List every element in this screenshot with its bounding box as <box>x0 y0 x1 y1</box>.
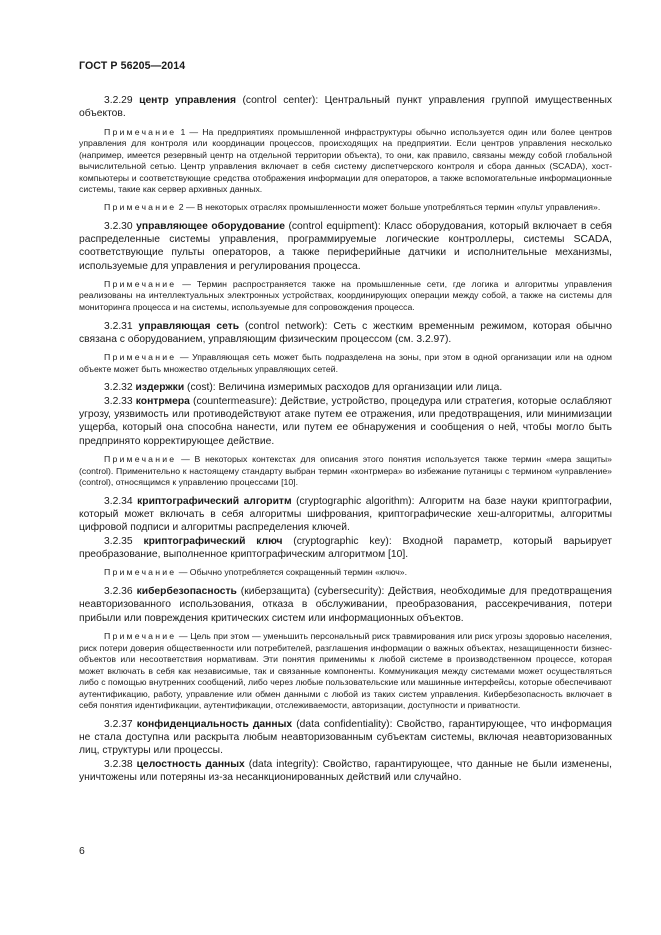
definition-3-2-29 <box>79 94 612 121</box>
entry-number: 3.2.34 <box>104 495 133 507</box>
note-3-2-36 <box>79 631 612 712</box>
entry-definition: (cryptographic key): Входной параметр, который варьирует преобразование, выполненное криптографическим алгоритмом [10]. <box>79 535 612 561</box>
definition-3-2-33 <box>79 395 612 448</box>
entry-definition: (киберзащита) (cybersecurity): Действия, необходимые для предотвращения неавторизованного использования, отказа в обслуживании, преобразования, рассекречивания, потери прибыли или повреждения критических систем или информационных объектов. <box>79 585 612 624</box>
definition-3-2-35 <box>79 535 612 562</box>
note-label: Примечание <box>104 352 177 363</box>
note-label: Примечание <box>104 126 177 137</box>
entry-term: управляющее оборудование <box>136 220 285 232</box>
definition-3-2-30 <box>79 220 612 273</box>
note-text: — В некоторых отраслях промышленности может больше употребляться термин «пульт управления». <box>183 201 601 212</box>
note-label: Примечание <box>104 630 177 641</box>
entry-number: 3.2.31 <box>104 320 133 332</box>
entry-number: 3.2.33 <box>104 395 133 407</box>
definition-3-2-32 <box>79 381 612 394</box>
entry-definition: (cost): Величина измеримых расходов для организации или лица. <box>184 382 503 394</box>
entry-definition: (countermeasure): Действие, устройство, процедура или стратегия, которые ослабляют угрозу, уязвимость или противодействуют атаке путем ее отражения, или предотвращения, или минимизации ущерба, который она способна нанести, или путем ее обнаружения и сообщения о ней, чтобы могло быть предпринято корректирующее действие. <box>79 395 612 447</box>
entry-term: конфиденциальность данных <box>136 718 293 730</box>
page-number: 6 <box>79 846 85 857</box>
entry-term: криптографический алгоритм <box>137 495 292 507</box>
entry-number: 3.2.35 <box>104 535 133 547</box>
note-text: — Обычно употребляется сокращенный термин «ключ». <box>176 567 408 578</box>
note-text: — В некоторых контекстах для описания этого понятия используется также термин «мера защиты» (control). Применительно к настоящему стандарту выбран термин «контрмера» во избежание путаницы с термином «управление» (control), относящимся к управлению процессами [10]. <box>79 454 612 488</box>
note-text: — Цель при этом — уменьшить персональный риск травмирования или риск угрозы здоровью населения, риск потери доверия общественности или потребителей, разглашения информации о важных объектах, незащищенности бизнес-объектов или несоответствия нормативам. Эти понятия применимы к любой системе в производственном процессе, которая может включать в себя как независимые, так и связанные компоненты. Коммуникация между системами может осуществляться либо с помощью внутренних сообщений, либо через любые пользовательские или машинные интерфейсы, которые обеспечивают аутентификацию, работу, управление или обмен данными с любой из таких систем управления. Кибербезопасность включает в себя понятия идентификации, аутентификации, отслеживаемости, авторизации, доступности и приватности. <box>79 630 612 711</box>
note-3-2-30 <box>79 279 612 314</box>
note-3-2-29-2 <box>79 202 612 214</box>
entry-definition: (control network): Сеть с жестким временным режимом, которая обычно связана с оборудованием, управляющим физическим процессом (см. 3.2.97). <box>79 320 612 345</box>
note-text: — Термин распространяется также на промышленные сети, где логика и алгоритмы управления реализованы на интеллектуальных электронных устройствах, координирующих операции между собой, а также на системы для мониторинга процесса и на системы, используемые для сопровождения процесса. <box>79 278 612 312</box>
page-content <box>79 94 612 785</box>
entry-number: 3.2.32 <box>104 382 133 394</box>
entry-definition: (control equipment): Класс оборудования, который включает в себя распределенные системы управления, программируемые логические контроллеры, системы SCADA, соответствующие пульты операторов, а также периферийные датчики и исполнительные механизмы, используемые для управления и регулирования процесса. <box>79 220 612 272</box>
note-label: Примечание <box>104 201 177 212</box>
entry-term: издержки <box>135 382 185 394</box>
entry-number: 3.2.36 <box>104 585 133 597</box>
note-3-2-31 <box>79 352 612 375</box>
entry-term: центр управления <box>139 95 237 106</box>
definition-3-2-37 <box>79 718 612 758</box>
note-3-2-33 <box>79 454 612 489</box>
entry-number: 3.2.29 <box>104 95 133 106</box>
entry-term: криптографический ключ <box>143 535 283 547</box>
definition-3-2-31 <box>79 320 612 347</box>
entry-term: кибербезопасность <box>136 585 237 597</box>
note-label: Примечание <box>104 567 177 578</box>
document-header: ГОСТ Р 56205—2014 <box>79 60 186 72</box>
entry-number: 3.2.38 <box>104 758 133 770</box>
note-text: — На предприятиях промышленной инфраструктуры обычно используется один или более центров управления для контроля или координации процессов, происходящих на предприятии. Если центров управления несколько (например, имеется резервный центр на отдельной территории объекта), то они, как правило, связаны между собой глобальной вычислительной сетью. Центр управления включает в себя систему диспетчерского контроля и сбора данных (SCADA), хост-компьютеры и соответствующие средства отображения информации для операторов, а также вспомогательные информационные системы, такие как сервер архивных данных. <box>79 126 612 195</box>
definition-3-2-34 <box>79 495 612 535</box>
note-label: Примечание <box>104 278 177 289</box>
entry-term: целостность данных <box>136 758 245 770</box>
definition-3-2-36 <box>79 585 612 625</box>
note-number: 2 <box>176 201 184 212</box>
entry-definition: (data integrity): Свойство, гарантирующее, что данные не были изменены, уничтожены или потеряны из-за несанкционированных действий или случайно. <box>79 758 612 784</box>
entry-term: управляющая сеть <box>138 320 240 332</box>
definition-3-2-38 <box>79 758 612 785</box>
note-3-2-35 <box>79 567 612 579</box>
entry-number: 3.2.37 <box>104 718 133 730</box>
note-label: Примечание <box>104 454 177 465</box>
entry-definition: (control center): Центральный пункт управления группой имущественных объектов. <box>79 95 612 120</box>
entry-definition: (data confidentiality): Свойство, гарантирующее, что информация не стала доступна или раскрыта любым неавторизованным субъектам системы, включая неавторизованных лиц, структуры или процессы. <box>79 718 612 757</box>
note-text: — Управляющая сеть может быть подразделена на зоны, при этом в одной организации или на одном объекте может быть множество отдельных управляющих сетей. <box>79 352 612 374</box>
entry-definition: (cryptographic algorithm): Алгоритм на базе науки криптографии, который может включать в себя алгоритмы шифрования, криптографические хеш-алгоритмы, алгоритмы цифровой подписи и алгоритмы распределения ключей. <box>79 495 612 534</box>
entry-number: 3.2.30 <box>104 220 133 232</box>
entry-term: контрмера <box>135 395 190 407</box>
note-3-2-29-1 <box>79 127 612 196</box>
note-number: 1 <box>176 126 186 137</box>
